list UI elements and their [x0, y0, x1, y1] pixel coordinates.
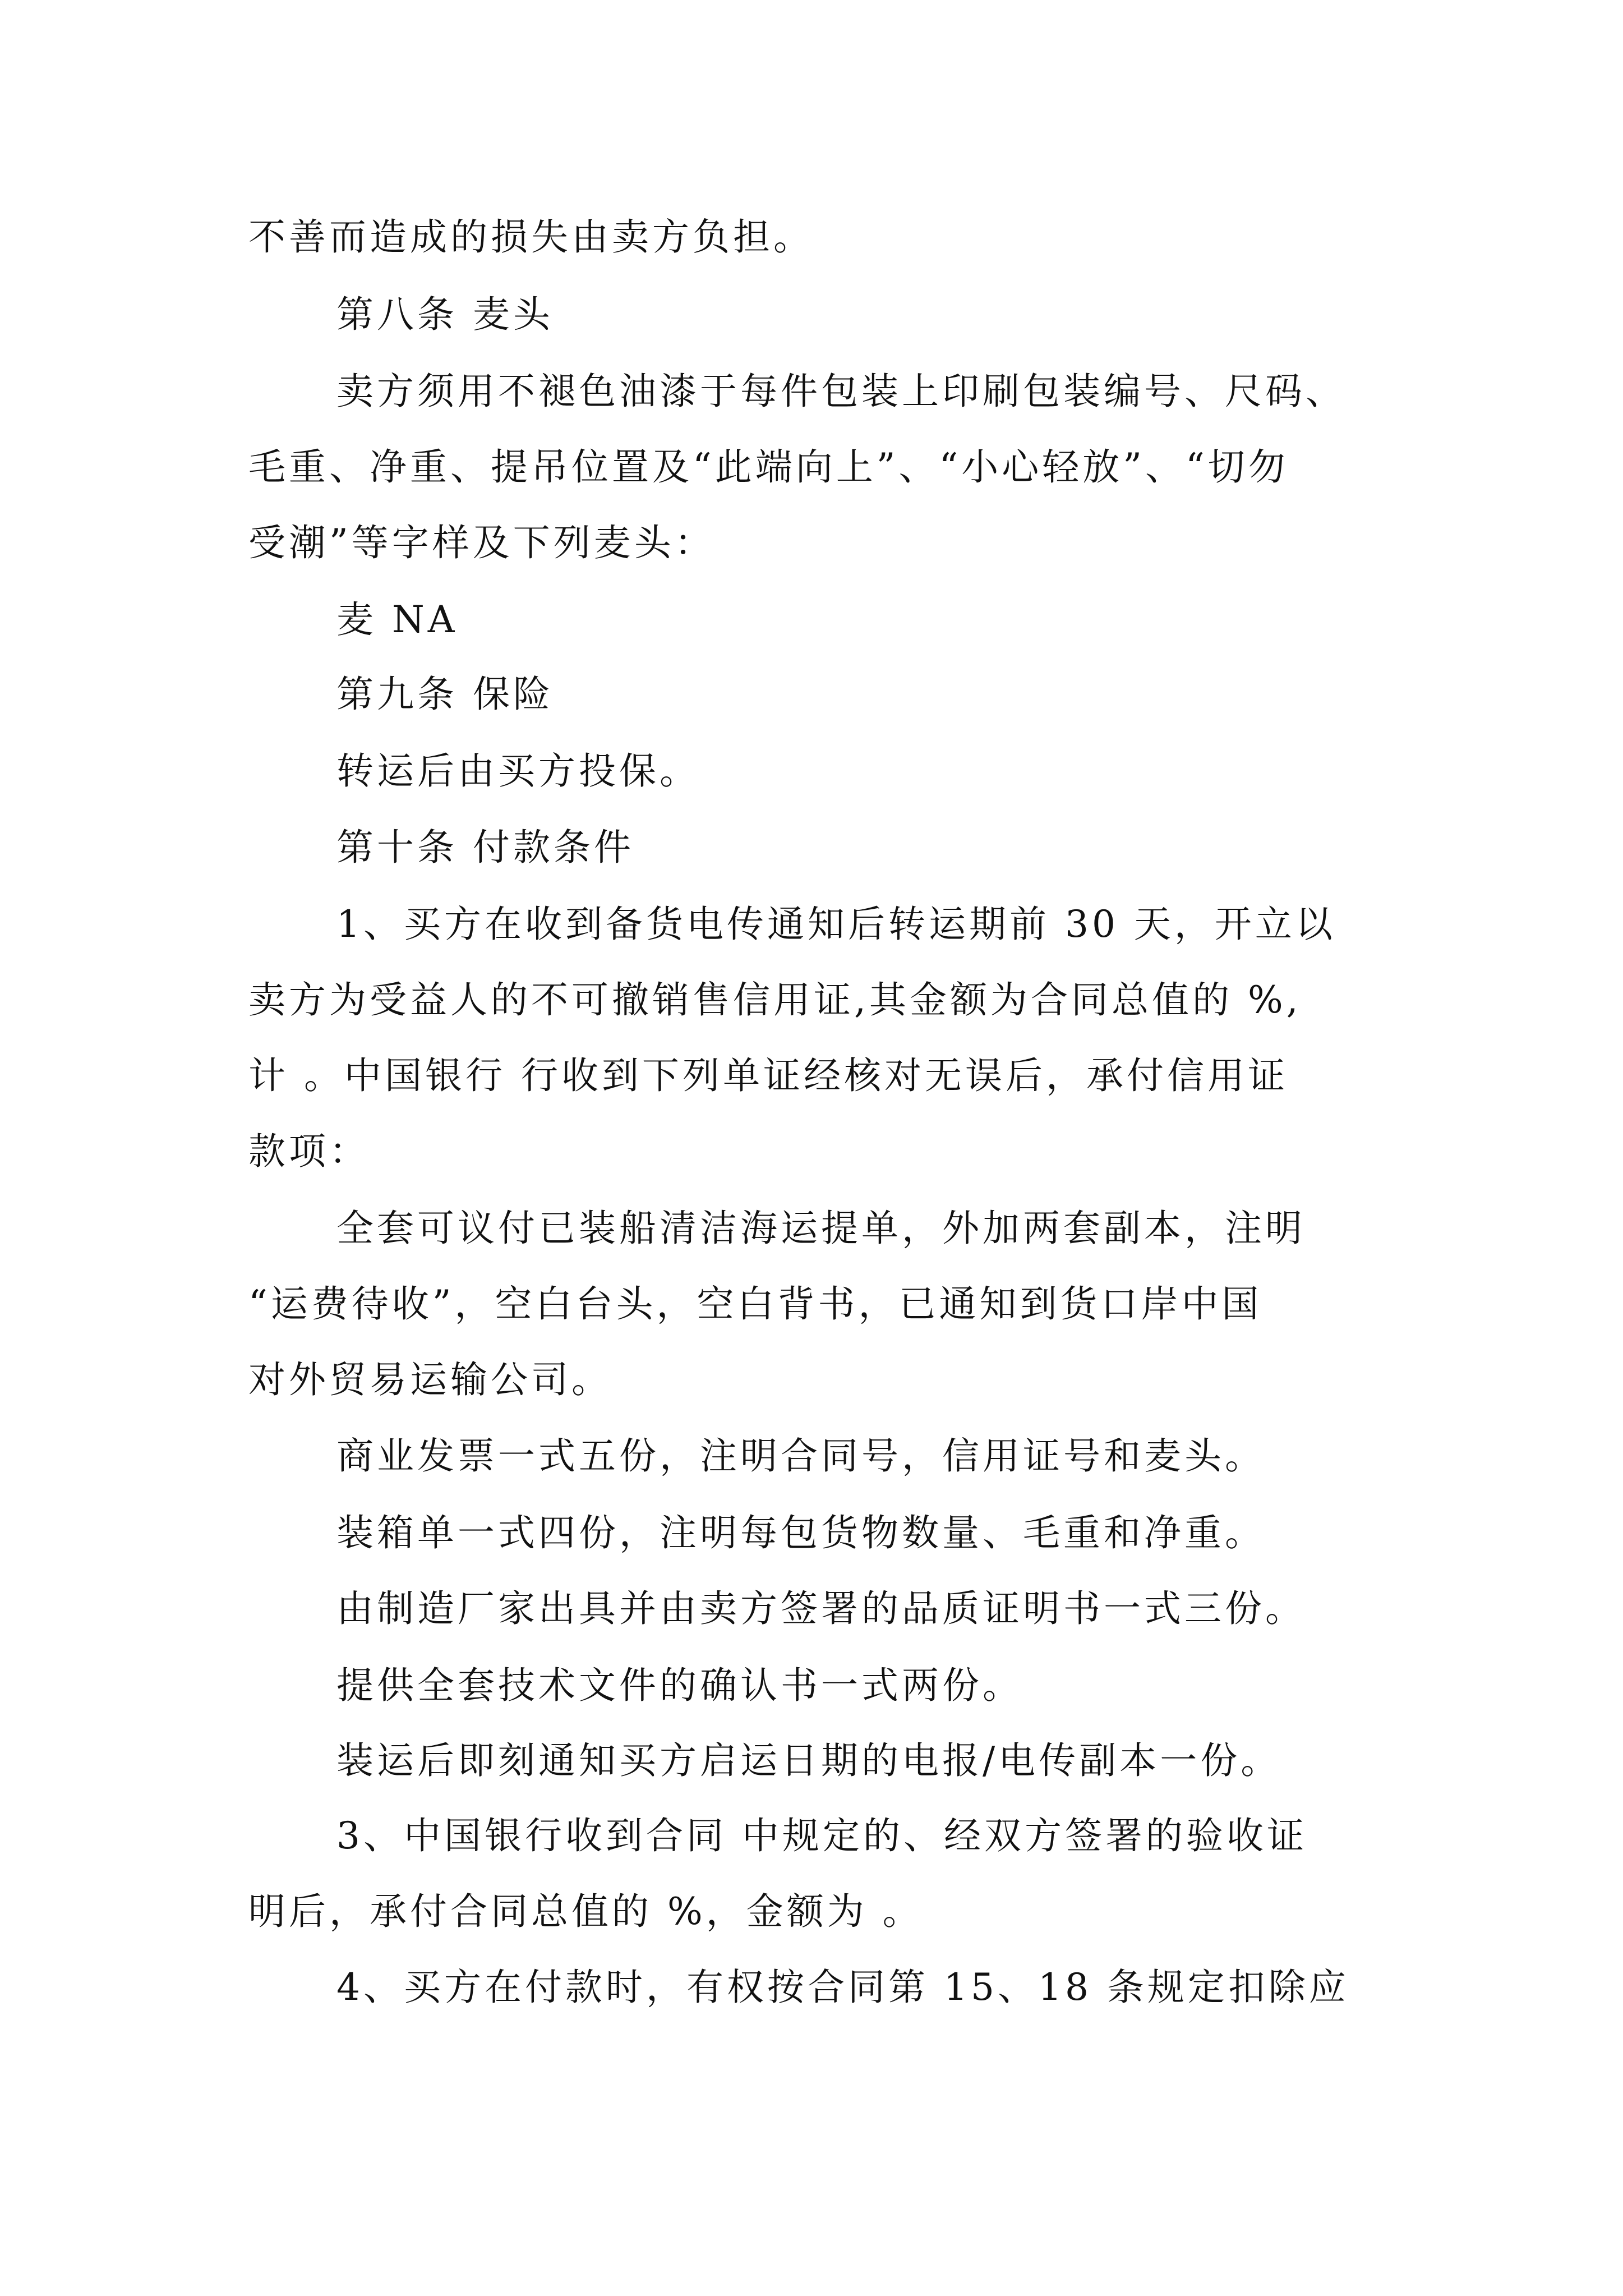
- text-line: 商业发票一式五份，注明合同号，信用证号和麦头。: [336, 1434, 1265, 1478]
- text-line: 对外贸易运输公司。: [248, 1358, 612, 1401]
- section-heading: 第八条 麦头: [336, 293, 554, 336]
- text-line: 装箱单一式四份，注明每包货物数量、毛重和净重。: [336, 1511, 1265, 1554]
- text-line: 由制造厂家出具并由卖方签署的品质证明书一式三份。: [336, 1587, 1306, 1630]
- text-line: 受潮”等字样及下列麦头：: [248, 521, 715, 564]
- section-heading: 第九条 保险: [336, 673, 554, 716]
- text-line: 4、买方在付款时，有权按合同第 15、18 条规定扣除应: [336, 1966, 1349, 2009]
- text-line: 不善而造成的损失由卖方负担。: [248, 215, 814, 259]
- text-line: 卖方须用不褪色油漆于每件包装上印刷包装编号、尺码、: [336, 370, 1346, 413]
- text-line: 款项：: [248, 1130, 370, 1173]
- text-line: 卖方为受益人的不可撤销售信用证,其金额为合同总值的 %,: [248, 978, 1302, 1022]
- text-line: 装运后即刻通知买方启运日期的电报/电传副本一份。: [336, 1739, 1281, 1782]
- section-heading: 第十条 付款条件: [336, 826, 634, 869]
- text-line: 计 。中国银行 行收到下列单证经核对无误后，承付信用证: [248, 1054, 1288, 1097]
- text-line: 全套可议付已装船清洁海运提单，外加两套副本，注明: [336, 1207, 1306, 1250]
- text-line: 麦 NA: [336, 598, 458, 641]
- text-line: 毛重、净重、提吊位置及“此端向上”、“小心轻放”、“切勿: [248, 445, 1289, 489]
- text-line: 1、买方在收到备货电传通知后转运期前 30 天，开立以: [336, 903, 1336, 946]
- text-line: 提供全套技术文件的确认书一式两份。: [336, 1664, 1023, 1707]
- text-line: 转运后由买方投保。: [336, 749, 700, 793]
- text-line: “运费待收”，空白台头，空白背书，已通知到货口岸中国: [248, 1282, 1262, 1326]
- text-line: 明后，承付合同总值的 %，金额为 。: [248, 1890, 923, 1933]
- text-line: 3、中国银行收到合同 中规定的、经双方签署的验收证: [336, 1814, 1307, 1857]
